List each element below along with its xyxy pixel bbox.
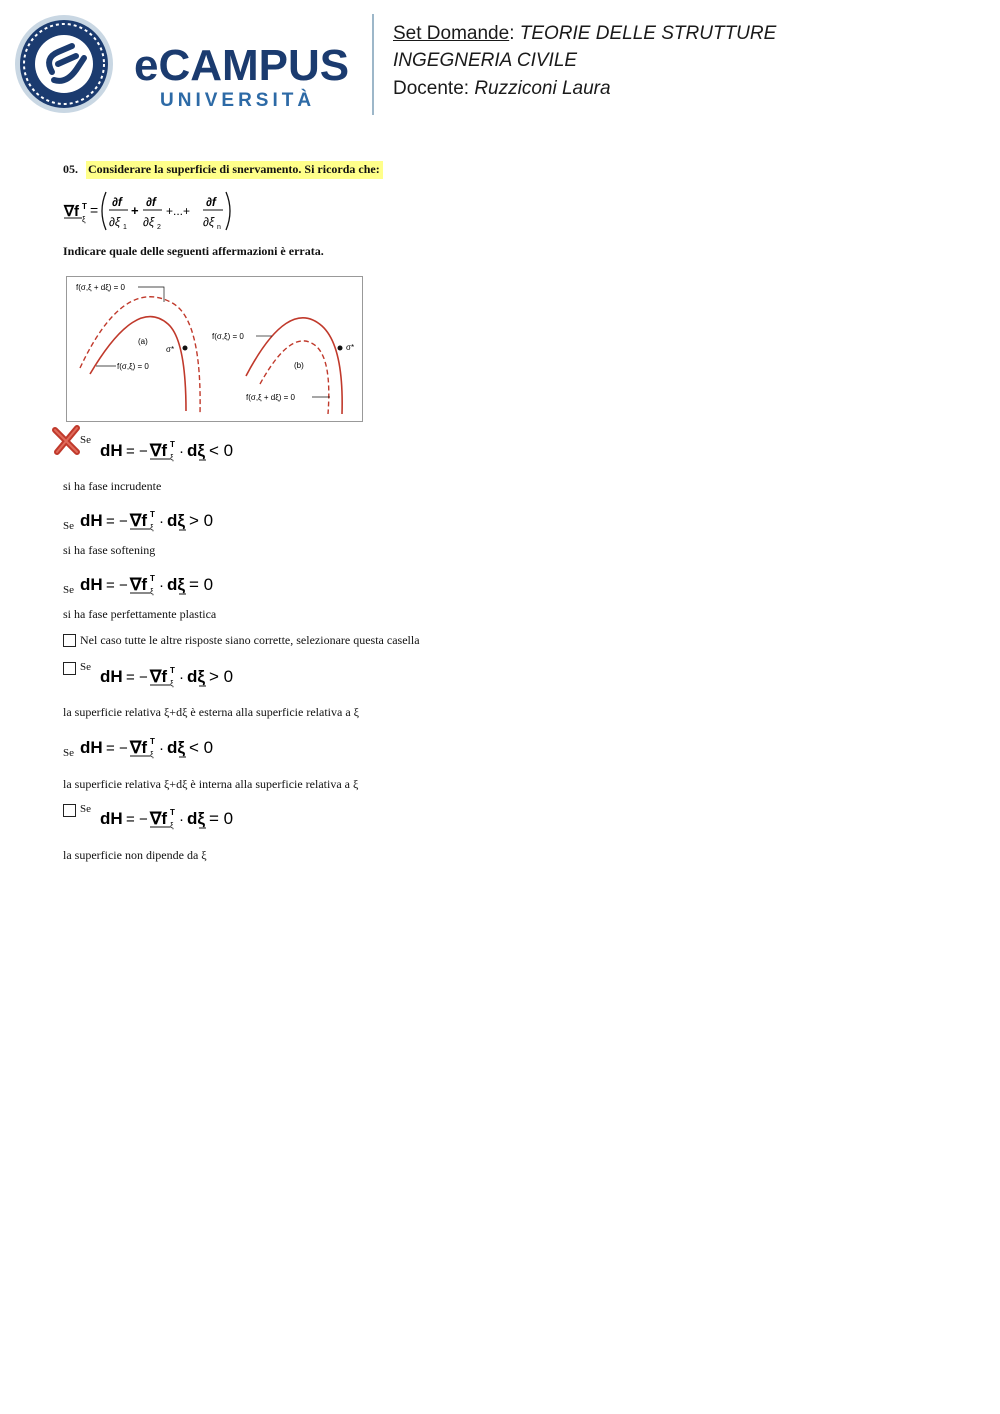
answer-5-checkbox[interactable] xyxy=(63,662,76,675)
answer-6-formula xyxy=(80,733,220,763)
svg-text:dξ: dξ xyxy=(167,738,185,757)
answer-3-formula xyxy=(80,570,220,600)
svg-text:∇f: ∇f xyxy=(150,441,168,460)
svg-text:ξ: ξ xyxy=(170,821,174,830)
svg-text:ξ: ξ xyxy=(150,587,154,596)
svg-text:∇f: ∇f xyxy=(150,667,168,686)
answer-7-description: la superficie non dipende da ξ xyxy=(63,848,207,862)
svg-text:dξ: dξ xyxy=(187,667,205,686)
answer-4-description: Nel caso tutte le altre risposte siano corrette, selezionare questa casella xyxy=(80,633,420,647)
wrong-answer-x-icon xyxy=(51,424,83,456)
svg-text:dξ: dξ xyxy=(167,511,185,530)
answer-6-relation: < 0 xyxy=(189,738,214,757)
label-b-inner: f(σ,ξ + dξ) = 0 xyxy=(246,393,296,402)
answer-5-relation: > 0 xyxy=(209,667,234,686)
answer-7-prefix: Se xyxy=(80,803,91,815)
svg-text:=: = xyxy=(106,577,115,594)
svg-text:=: = xyxy=(106,740,115,757)
svg-text:·: · xyxy=(179,811,184,828)
svg-text:+...+: +...+ xyxy=(166,204,191,218)
svg-text:=: = xyxy=(106,513,115,530)
svg-text:·: · xyxy=(159,740,164,757)
svg-text:∂f: ∂f xyxy=(206,195,216,209)
teacher-name: Ruzziconi Laura xyxy=(474,78,611,99)
svg-text:·: · xyxy=(159,577,164,594)
teacher-label: Docente: xyxy=(393,78,475,99)
svg-text:T: T xyxy=(170,440,175,449)
svg-text:T: T xyxy=(150,737,155,746)
svg-text:−: − xyxy=(119,740,128,757)
svg-text:2: 2 xyxy=(157,224,161,231)
svg-text:ξ: ξ xyxy=(150,750,154,759)
question-text: Considerare la superficie di snervamento. Si ricorda che: xyxy=(86,161,383,179)
answer-1-formula xyxy=(100,436,240,466)
answer-7-relation: = 0 xyxy=(209,809,234,828)
label-a: (a) xyxy=(138,337,148,346)
label-b-outer: f(σ,ξ) = 0 xyxy=(212,332,244,341)
svg-text:+: + xyxy=(131,203,139,218)
sigma-star-a: σ* xyxy=(166,345,175,354)
answer-2-relation: > 0 xyxy=(189,511,214,530)
svg-text:n: n xyxy=(217,224,221,231)
answer-3-description: si ha fase perfettamente plastica xyxy=(63,607,217,621)
svg-text:dξ: dξ xyxy=(187,441,205,460)
svg-text:∇f: ∇f xyxy=(64,203,80,220)
svg-text:∇f: ∇f xyxy=(130,511,148,530)
label-top: f(σ,ξ + dξ) = 0 xyxy=(76,283,126,292)
svg-text:−: − xyxy=(139,443,148,460)
svg-text:∇f: ∇f xyxy=(130,575,148,594)
answer-5-formula xyxy=(100,662,240,692)
yield-surface-diagram xyxy=(66,276,364,423)
answer-2-description: si ha fase softening xyxy=(63,543,156,557)
answer-1-relation: < 0 xyxy=(209,441,234,460)
answer-4-checkbox[interactable] xyxy=(63,634,76,647)
answer-6-description: la superficie relativa ξ+dξ è interna alla superficie relativa a ξ xyxy=(63,777,359,791)
svg-text:−: − xyxy=(139,669,148,686)
svg-text:dH: dH xyxy=(100,667,123,686)
svg-text:T: T xyxy=(170,808,175,817)
svg-text:∇f: ∇f xyxy=(150,809,168,828)
set-label: Set Domande xyxy=(393,23,510,44)
svg-text:·: · xyxy=(179,443,184,460)
answer-3-relation: = 0 xyxy=(189,575,214,594)
answer-1-description: si ha fase incrudente xyxy=(63,479,162,493)
svg-text:dH: dH xyxy=(80,511,103,530)
svg-text:−: − xyxy=(119,513,128,530)
logo-sub: UNIVERSITÀ xyxy=(160,90,316,111)
gradient-formula xyxy=(60,187,240,235)
answer-1-prefix: Se xyxy=(80,434,91,446)
svg-text:T: T xyxy=(170,666,175,675)
answer-3-prefix: Se xyxy=(63,584,74,596)
svg-text:−: − xyxy=(139,811,148,828)
svg-text:dH: dH xyxy=(80,738,103,757)
svg-text:∂f: ∂f xyxy=(112,195,122,209)
svg-text:T: T xyxy=(150,510,155,519)
svg-text:ξ: ξ xyxy=(150,523,154,532)
svg-text:∂ξ: ∂ξ xyxy=(203,215,215,229)
svg-text:ξ: ξ xyxy=(170,679,174,688)
teacher-line xyxy=(393,78,611,100)
degree-name: INGEGNERIA CIVILE xyxy=(393,50,578,71)
svg-text:∂f: ∂f xyxy=(146,195,156,209)
answer-7-checkbox[interactable] xyxy=(63,804,76,817)
logo-brand: eCAMPUS xyxy=(134,41,350,90)
svg-text:ξ: ξ xyxy=(170,453,174,462)
svg-text:∂ξ: ∂ξ xyxy=(109,215,121,229)
answer-5-prefix: Se xyxy=(80,661,91,673)
svg-text:1: 1 xyxy=(123,224,127,231)
label-b: (b) xyxy=(294,361,304,370)
question-instruction: Indicare quale delle seguenti affermazioni è errata. xyxy=(63,244,324,258)
label-a-inner: f(σ,ξ) = 0 xyxy=(117,362,149,371)
answer-7-formula xyxy=(100,804,240,834)
svg-text:∂ξ: ∂ξ xyxy=(143,215,155,229)
svg-text:−: − xyxy=(119,577,128,594)
set-line xyxy=(393,23,776,45)
svg-text:dξ: dξ xyxy=(167,575,185,594)
svg-text:dH: dH xyxy=(80,575,103,594)
svg-text:ξ: ξ xyxy=(82,215,86,224)
svg-text:T: T xyxy=(82,202,87,211)
answer-2-prefix: Se xyxy=(63,520,74,532)
set-sep: : xyxy=(509,23,520,44)
answer-5-description: la superficie relativa ξ+dξ è esterna alla superficie relativa a ξ xyxy=(63,705,359,719)
course-name: TEORIE DELLE STRUTTURE xyxy=(519,23,777,44)
ecampus-logo xyxy=(14,14,364,118)
sigma-star-b: σ* xyxy=(346,343,355,352)
header-divider xyxy=(372,14,374,115)
svg-text:T: T xyxy=(150,574,155,583)
svg-text:=: = xyxy=(90,202,99,218)
svg-text:·: · xyxy=(179,669,184,686)
answer-2-formula xyxy=(80,506,220,536)
svg-text:=: = xyxy=(126,443,135,460)
answer-6-prefix: Se xyxy=(63,747,74,759)
question-number: 05. xyxy=(63,162,78,176)
svg-text:∇f: ∇f xyxy=(130,738,148,757)
svg-text:=: = xyxy=(126,669,135,686)
svg-text:dH: dH xyxy=(100,809,123,828)
svg-text:=: = xyxy=(126,811,135,828)
svg-text:dξ: dξ xyxy=(187,809,205,828)
svg-text:·: · xyxy=(159,513,164,530)
svg-text:dH: dH xyxy=(100,441,123,460)
